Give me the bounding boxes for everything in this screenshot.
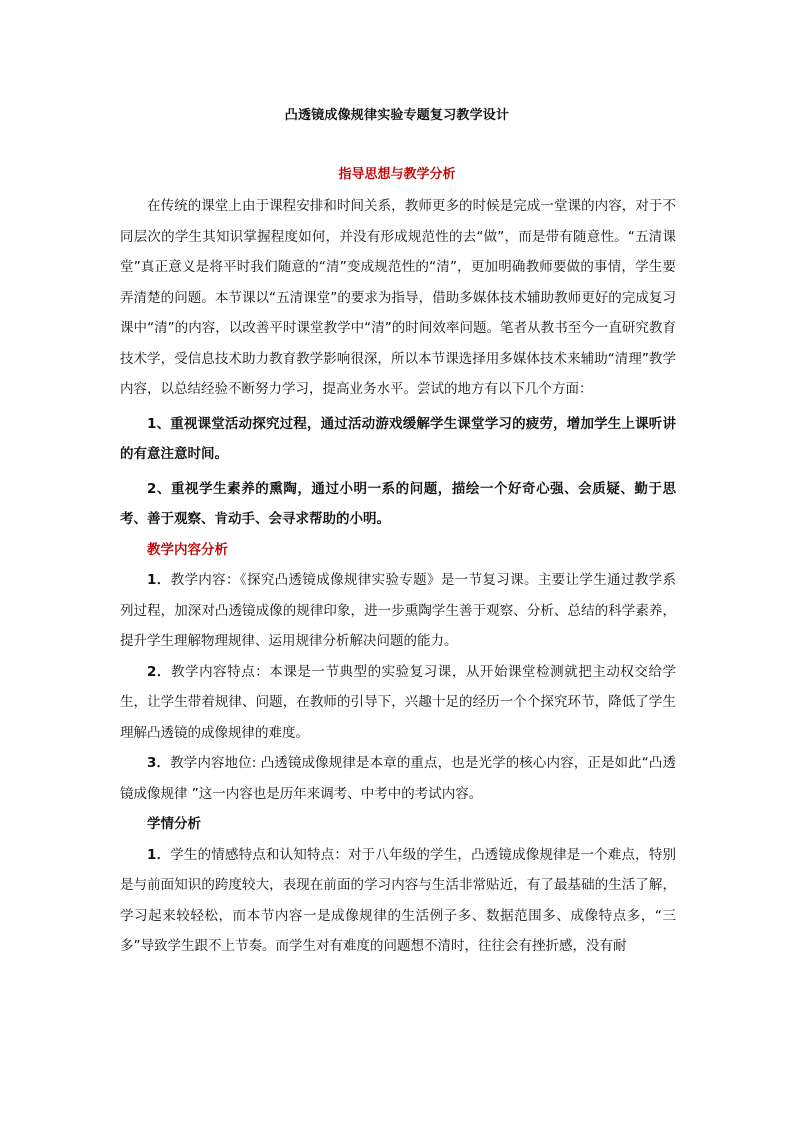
item-text: 教学内容地位: 凸透镜成像规律是本章的重点，也是光学的核心内容，正是如此“凸透镜成像规律 ”这一内容也是历年来调考、中考中的考试内容。 bbox=[120, 755, 676, 802]
item-text: 学生的情感特点和认知特点：对于八年级的学生，凸透镜成像规律是一个难点，特别是与前面知识的跨度较大，表现在前面的学习内容与生活非常贴近，有了最基础的生活了解，学习起来较轻松，而本节内容一是成像规律的生活例子多、数据范围多、成像特点多，“三多”导致学生跟不上节奏。而学生对有难度的问题想不清时，往往会有挫折感，没有耐 bbox=[120, 846, 676, 954]
document-title: 凸透镜成像规律实验专题复习教学设计 bbox=[284, 108, 510, 123]
section-heading-student-analysis: 学情分析 bbox=[147, 816, 201, 832]
content-item-3 bbox=[120, 748, 676, 809]
intro-paragraph: 在传统的课堂上由于课程安排和时间关系，教师更多的时候是完成一堂课的内容，对于不同层次的学生其知识掌握程度如何，并没有形成规范性的去“做”，而是带有随意性。“五清课堂”真正意义是将平时我们随意的“清”变成规范性的“清”，更加明确教师要做的事情，学生要弄清楚的问题。本节课以“五清课堂”的要求为指导，借助多媒体技术辅助教师更好的完成复习课中“清”的内容，以改善平时课堂教学中“清”的时间效率问题。笔者从教书至今一直研究教育技术学，受信息技术助力教育教学影响很深，所以本节课选择用多媒体技术来辅助“清理”教学内容，以总结经验不断努力学习，提高业务水平。尝试的地方有以下几个方面： bbox=[120, 198, 676, 397]
item-text: 教学内容特点：本课是一节典型的实验复习课，从开始课堂检测就把主动权交给学生，让学生带着规律、问题，在教师的引导下，兴趣十足的经历一个个探究环节，降低了学生理解凸透镜的成像规律的难度。 bbox=[120, 663, 676, 741]
point-2: 2、重视学生素养的熏陶，通过小明一系的问题，描绘一个好奇心强、会质疑、勤于思考、善于观察、肯动手、会寻求帮助的小明。 bbox=[120, 480, 676, 527]
content-item-1 bbox=[120, 565, 676, 657]
content-item-2 bbox=[120, 657, 676, 749]
document-body bbox=[120, 191, 676, 962]
item-text: 教学内容：《探究凸透镜成像规律实验专题》是一节复习课。主要让学生通过教学系列过程，加深对凸透镜成像的规律印象，进一步熏陶学生善于观察、分析、总结的科学素养，提升学生理解物理规律、运用规律分析解决问题的能力。 bbox=[120, 572, 676, 649]
point-1: 1、重视课堂活动探究过程，通过活动游戏缓解学生课堂学习的疲劳，增加学生上课听讲的有意注意时间。 bbox=[120, 415, 676, 462]
item-number: 2． bbox=[147, 663, 171, 680]
item-number: 1． bbox=[147, 572, 171, 588]
section-heading-content-analysis: 教学内容分析 bbox=[147, 541, 228, 558]
item-number: 1． bbox=[147, 846, 171, 863]
section-heading-guiding-ideas: 指导思想与教学分析 bbox=[338, 167, 456, 182]
item-number: 3． bbox=[147, 755, 171, 771]
student-item-1 bbox=[120, 840, 676, 962]
